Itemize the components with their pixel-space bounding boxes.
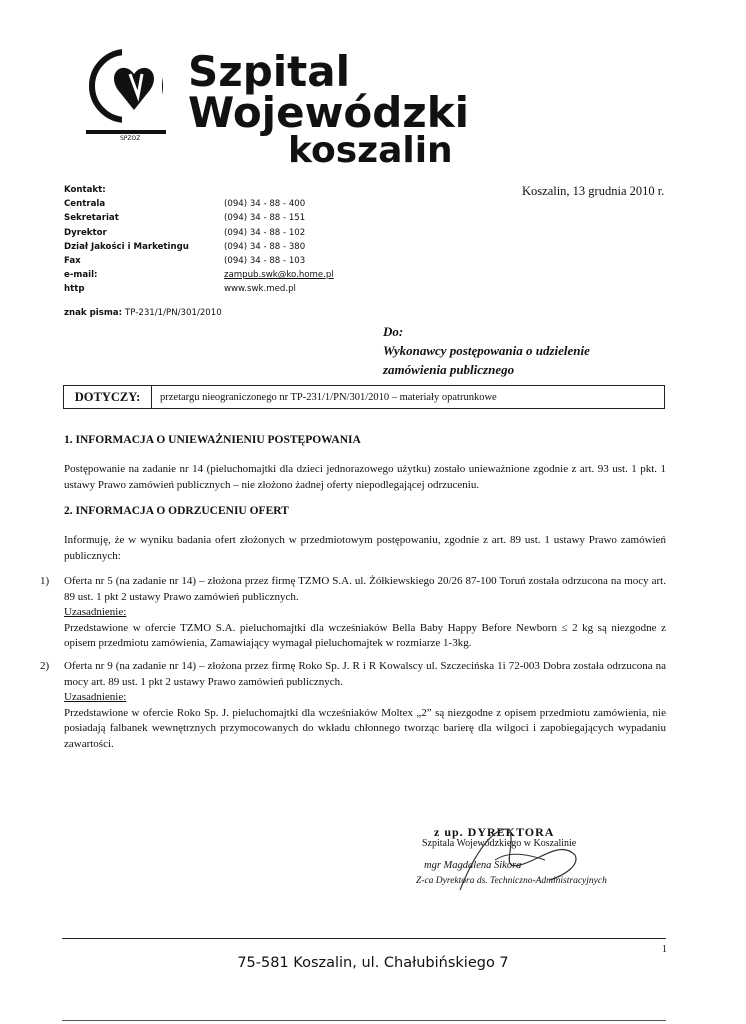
letter-date: Koszalin, 13 grudnia 2010 r. <box>522 184 665 198</box>
item-number: 1) <box>40 575 50 587</box>
section2-heading: 2. INFORMACJA O ODRZUCENIU OFERT <box>64 505 289 517</box>
section1-body: Postępowanie na zadanie nr 14 (pieluchomajtki dla dzieci jednorazowego użytku) zostało unieważnione zgodnie z art. 93 ust. 1 pkt. 1 ustawy Prawo zamówień publicznych – nie złożono żadnej oferty niepodlegającej odrzuceniu. <box>64 463 666 491</box>
item-number: 2) <box>40 660 50 672</box>
signature-title: z up. DYREKTORA <box>434 825 555 839</box>
item-text: Oferta nr 9 (na zadanie nr 14) – złożona przez firmę Roko Sp. J. R i R Kowalscy ul. Szczecińska 1i 72-003 Dobra została odrzucona na mocy art. 89 ust. 1 pkt 2 ustawy Prawo zamówień publicznych. <box>64 660 666 688</box>
list-item <box>64 659 666 752</box>
section2-intro: Informuję, że w wyniku badania ofert złożonych w przedmiotowym postępowaniu, zgodnie z art. 89 ust. 1 ustawy Prawo zamówień publicznych: <box>64 534 666 562</box>
page-number: 1 <box>662 944 667 955</box>
reason-label: Uzasadnienie: <box>64 606 127 618</box>
contact-row <box>64 240 334 254</box>
section1-heading: 1. INFORMACJA O UNIEWAŻNIENIU POSTĘPOWANIA <box>64 434 361 446</box>
logo-mark-text: SPZOZ <box>120 135 141 142</box>
contact-row <box>64 268 334 282</box>
hospital-logo <box>78 44 578 169</box>
reference-value: TP-231/1/PN/301/2010 <box>125 308 222 318</box>
contact-row <box>64 282 334 296</box>
reason-text: Przedstawione w ofercie TZMO S.A. pieluchomajtki dla wcześniaków Bella Baby Happy Before Newborn ≤ 2 kg są niezgodne z opisem przedmiotu zamówienia, Zamawiający wymagał pieluchomajtek w rozmiarze 1-3kg. <box>64 621 666 649</box>
logo-line1: Szpital <box>188 47 350 96</box>
signature-name: mgr Magdalena Sikora <box>424 860 522 871</box>
subject-box <box>63 385 665 409</box>
list-item <box>64 574 666 652</box>
contact-value: (094) 34 - 88 - 103 <box>224 256 306 267</box>
reference-label: znak pisma: <box>64 308 123 318</box>
contact-label: e-mail: <box>64 270 98 281</box>
contact-block <box>64 183 334 297</box>
signature-position: Z-ca Dyrektora ds. Techniczno-Administracyjnych <box>416 876 607 886</box>
contact-row <box>64 226 334 240</box>
website-link[interactable]: www.swk.med.pl <box>224 284 296 295</box>
contact-row <box>64 254 334 268</box>
item-text: Oferta nr 5 (na zadanie nr 14) – złożona przez firmę TZMO S.A. ul. Żółkiewskiego 20/26 87-100 Toruń została odrzucona na mocy art. 89 ust. 1 pkt 2 ustawy Prawo zamówień publicznych. <box>64 575 666 603</box>
contact-row <box>64 211 334 225</box>
contact-title: Kontakt: <box>64 185 106 195</box>
signature-institution: Szpitala Wojewódzkiego w Koszalinie <box>422 838 577 849</box>
reason-label: Uzasadnienie: <box>64 691 127 703</box>
contact-label: http <box>64 284 85 295</box>
reference-number <box>64 308 222 318</box>
contact-value: (094) 34 - 88 - 151 <box>224 213 306 224</box>
logo-line2: Wojewódzki <box>188 88 470 137</box>
bottom-divider <box>62 1020 666 1021</box>
recipient-line3: zamówienia publicznego <box>383 362 515 377</box>
contact-value: (094) 34 - 88 - 102 <box>224 227 306 238</box>
contact-value: (094) 34 - 88 - 400 <box>224 199 306 210</box>
heart-emblem-icon <box>86 44 166 134</box>
contact-row <box>64 197 334 211</box>
contact-label: Fax <box>64 256 81 267</box>
recipient-line2: Wykonawcy postępowania o udzielenie <box>383 343 590 358</box>
footer-address: 75-581 Koszalin, ul. Chałubińskiego 7 <box>237 955 509 971</box>
subject-value: przetargu nieograniczonego nr TP-231/1/PN/301/2010 – materiały opatrunkowe <box>160 391 497 403</box>
logo-line3: koszalin <box>288 130 453 169</box>
contact-label: Dział Jakości i Marketingu <box>64 241 189 252</box>
recipient-block <box>383 322 590 379</box>
subject-label: DOTYCZY: <box>64 386 152 408</box>
contact-label: Dyrektor <box>64 227 107 238</box>
contact-label: Centrala <box>64 199 106 210</box>
footer-divider <box>62 938 666 939</box>
contact-value: (094) 34 - 88 - 380 <box>224 241 306 252</box>
email-link[interactable]: zampub.swk@ko.home.pl <box>224 270 334 281</box>
reason-text: Przedstawione w ofercie Roko Sp. J. pieluchomajtki dla wcześniaków Moltex „2” są niezgodne z opisem przedmiotu zamówienia, nie posiadają falbanek wewnętrznych przymocowanych do wkładu chłonnego tworząc barierę dla wilgoci i zapobiegających wypadaniu zawartości. <box>64 706 666 750</box>
contact-label: Sekretariat <box>64 213 119 224</box>
recipient-to: Do: <box>383 324 404 339</box>
